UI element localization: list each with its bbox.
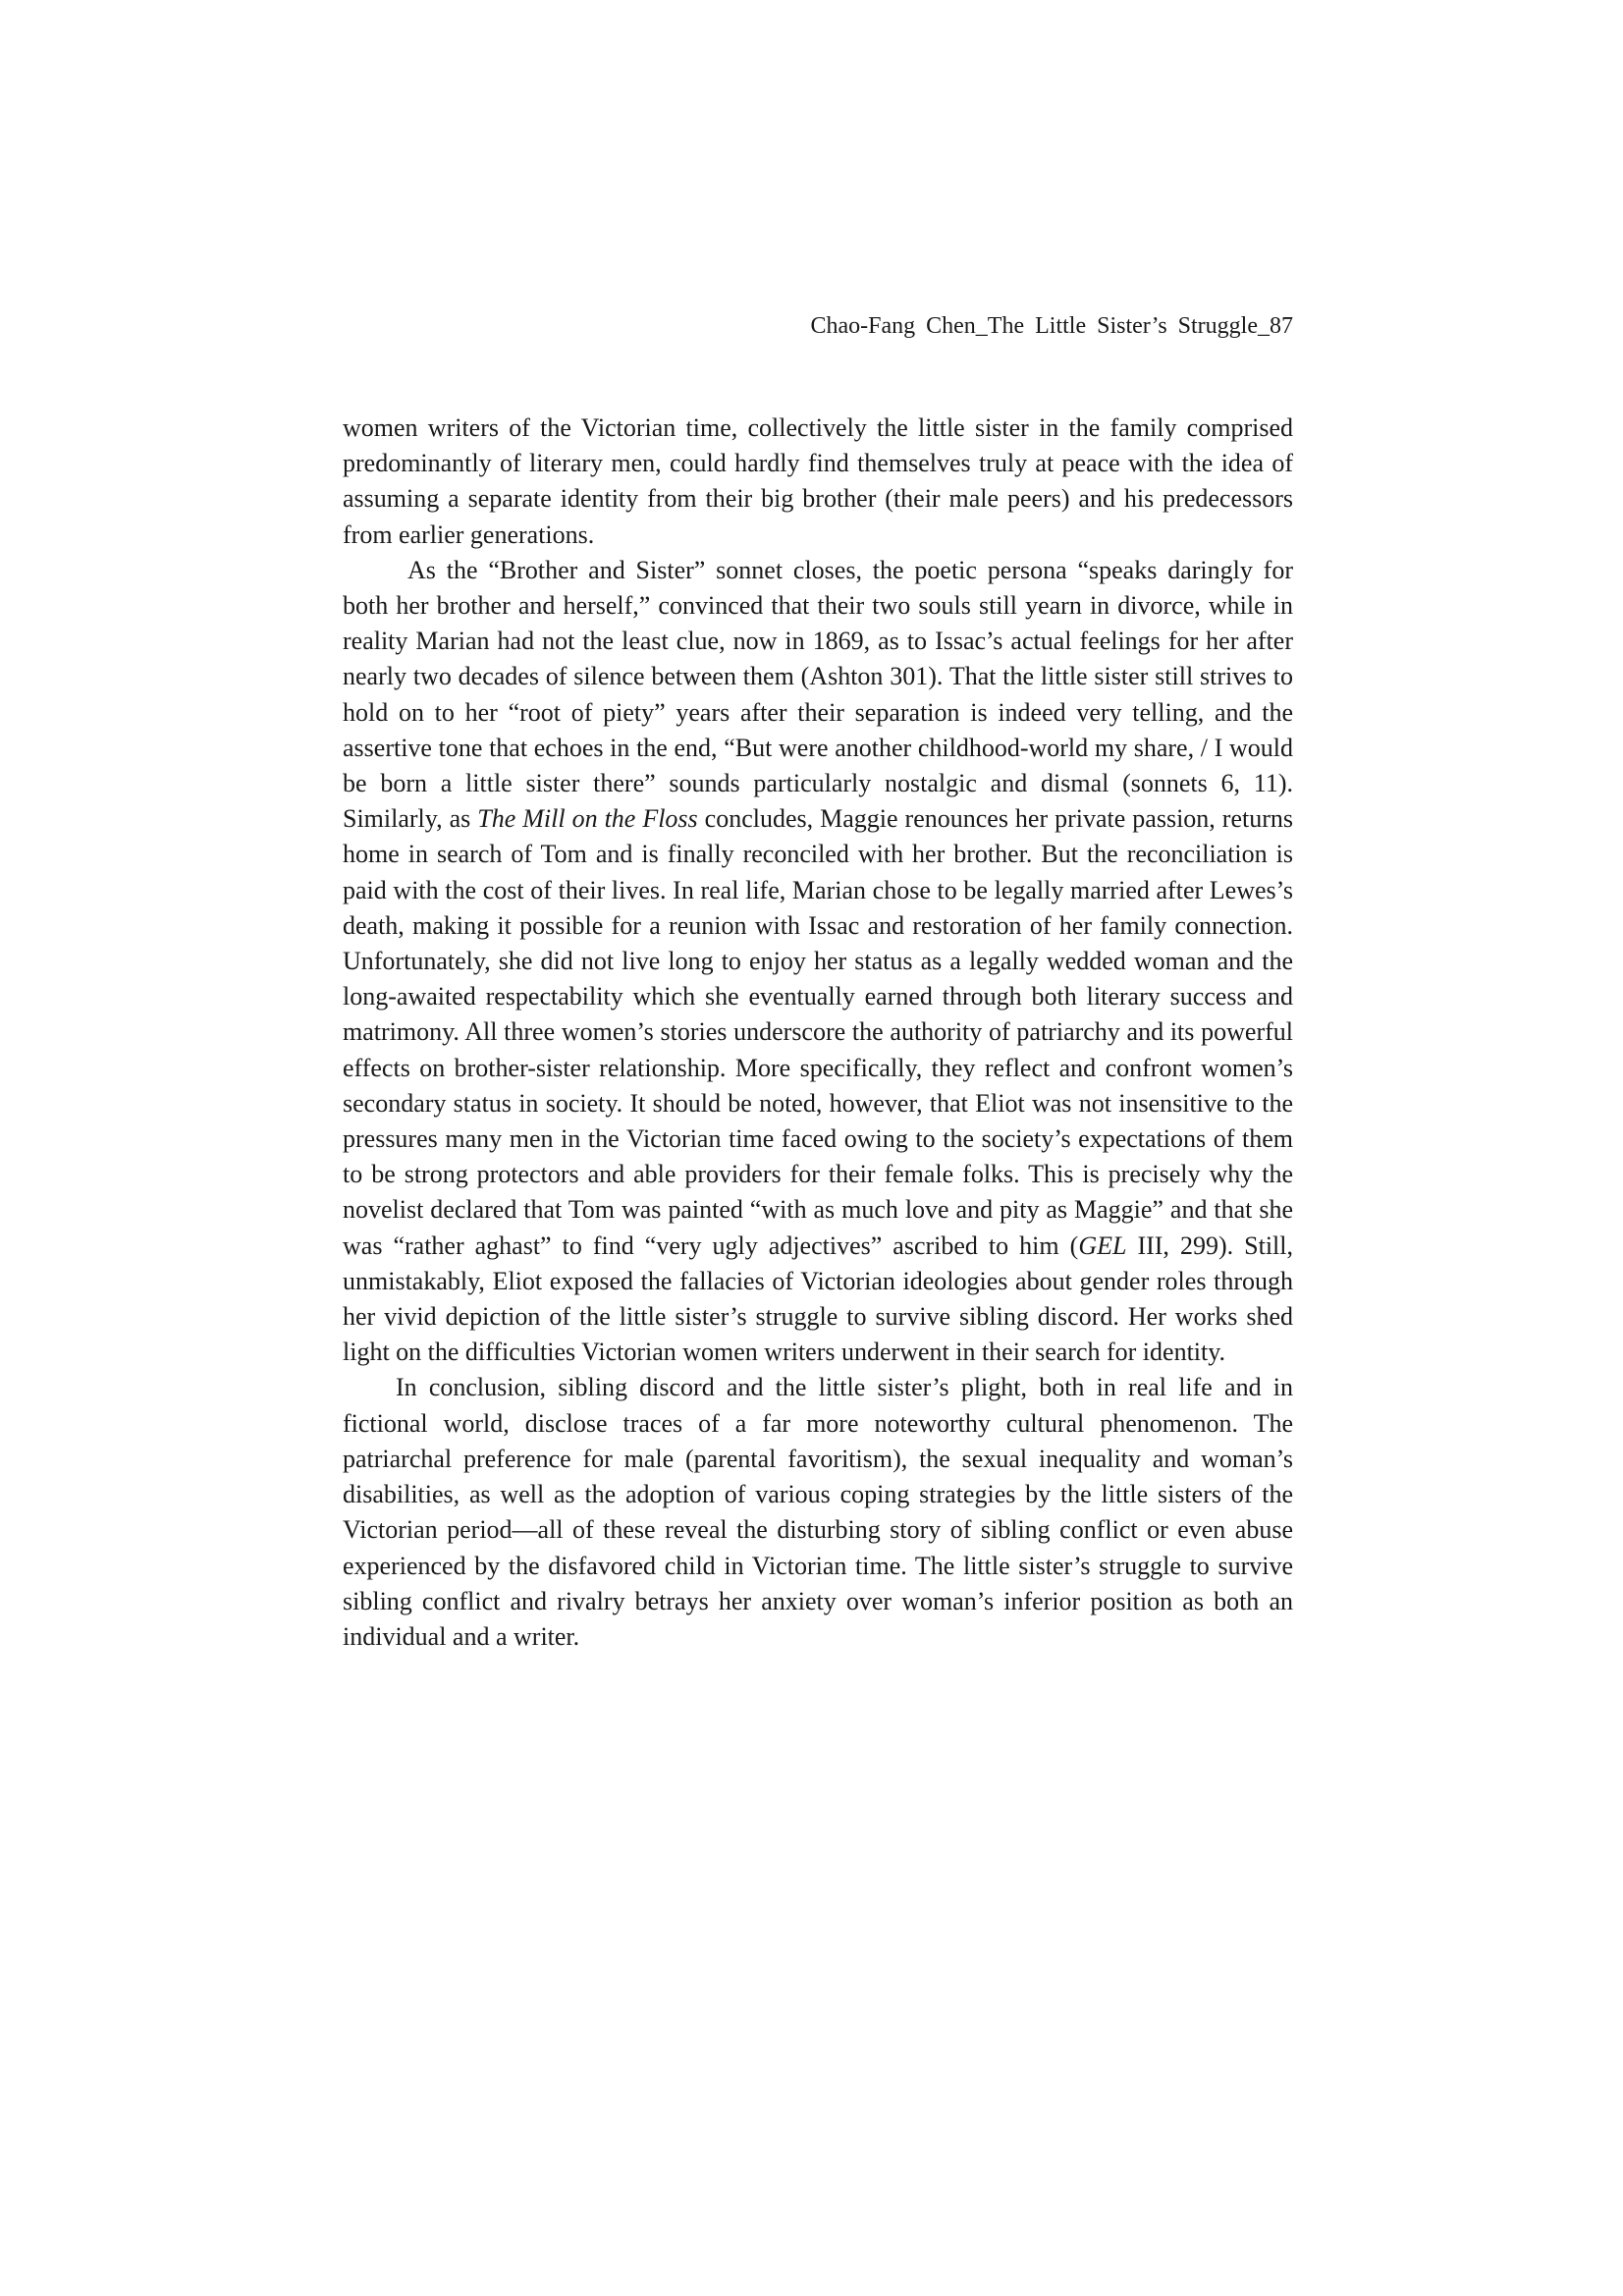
running-head: Chao-Fang Chen_The Little Sister’s Struggle_87 [810,313,1293,339]
body-text [343,410,1293,1655]
paragraph-continuation [343,410,1293,553]
paragraph-conclusion [343,1370,1293,1655]
paragraph-brother-and-sister [343,553,1293,1371]
text-segment: III, 299). Still, unmistakably, Eliot exposed the fallacies of Victorian ideologies about gender roles through her vivid depiction of the little sister’s struggle to survive sibling discord. Her works shed light on the difficulties Victorian women writers underwent in their search for identity. [343,1230,1293,1367]
text-segment: women writers of the Victorian time, collectively the little sister in the family comprised predominantly of literary men, could hardly find themselves truly at peace with the idea of assuming a separate identity from their big brother (their male peers) and his predecessors from earlier generations. [343,413,1293,549]
text-segment: concludes, Maggie renounces her private passion, returns home in search of Tom and is finally reconciled with her brother. But the reconciliation is paid with the cost of their lives. In real life, Marian chose to be legally married after Lewes’s death, making it possible for a reunion with Issac and restoration of her family connection. Unfortunately, she did not live long to enjoy her status as a legally wedded woman and the long-awaited respectability which she eventually earned through both literary success and matrimony. All three women’s stories underscore the authority of patriarchy and its powerful effects on brother-sister relationship. More specifically, they reflect and confront women’s secondary status in society. It should be noted, however, that Eliot was not insensitive to the pressures many men in the Victorian time faced owing to the society’s expectations of them to be strong protectors and able providers for their female folks. This is precisely why the novelist declared that Tom was painted “with as much love and pity as Maggie” and that she was “rather aghast” to find “very ugly adjectives” ascribed to him ( [343,804,1294,1260]
text-segment: In conclusion, sibling discord and the little sister’s plight, both in real life and in fictional world, disclose traces of a far more noteworthy cultural phenomenon. The patriarchal preference for male (parental favoritism), the sexual inequality and woman’s disabilities, as well as the adoption of various coping strategies by the little sisters of the Victorian period—all of these reveal the disturbing story of sibling conflict or even abuse experienced by the disfavored child in Victorian time. The little sister’s struggle to survive sibling conflict and rivalry betrays her anxiety over woman’s inferior position as both an individual and a writer. [343,1373,1293,1651]
text-segment: As the “Brother and Sister” sonnet closes, the poetic persona “speaks daringly for both her brother and herself,” convinced that their two souls still yearn in divorce, while in reality Marian had not the least clue, now in 1869, as to Issac’s actual feelings for her after nearly two decades of silence between them (Ashton 301). That the little sister still strives to hold on to her “root of piety” years after their separation is indeed very telling, and the assertive tone that echoes in the end, “But were another childhood-world my share, / I would be born a little sister there” sounds particularly nostalgic and dismal (sonnets 6, 11). Similarly, as [343,555,1293,834]
italic-title-mill-on-the-floss: The Mill on the Floss [477,804,698,834]
italic-abbrev-gel: GEL [1078,1230,1127,1260]
